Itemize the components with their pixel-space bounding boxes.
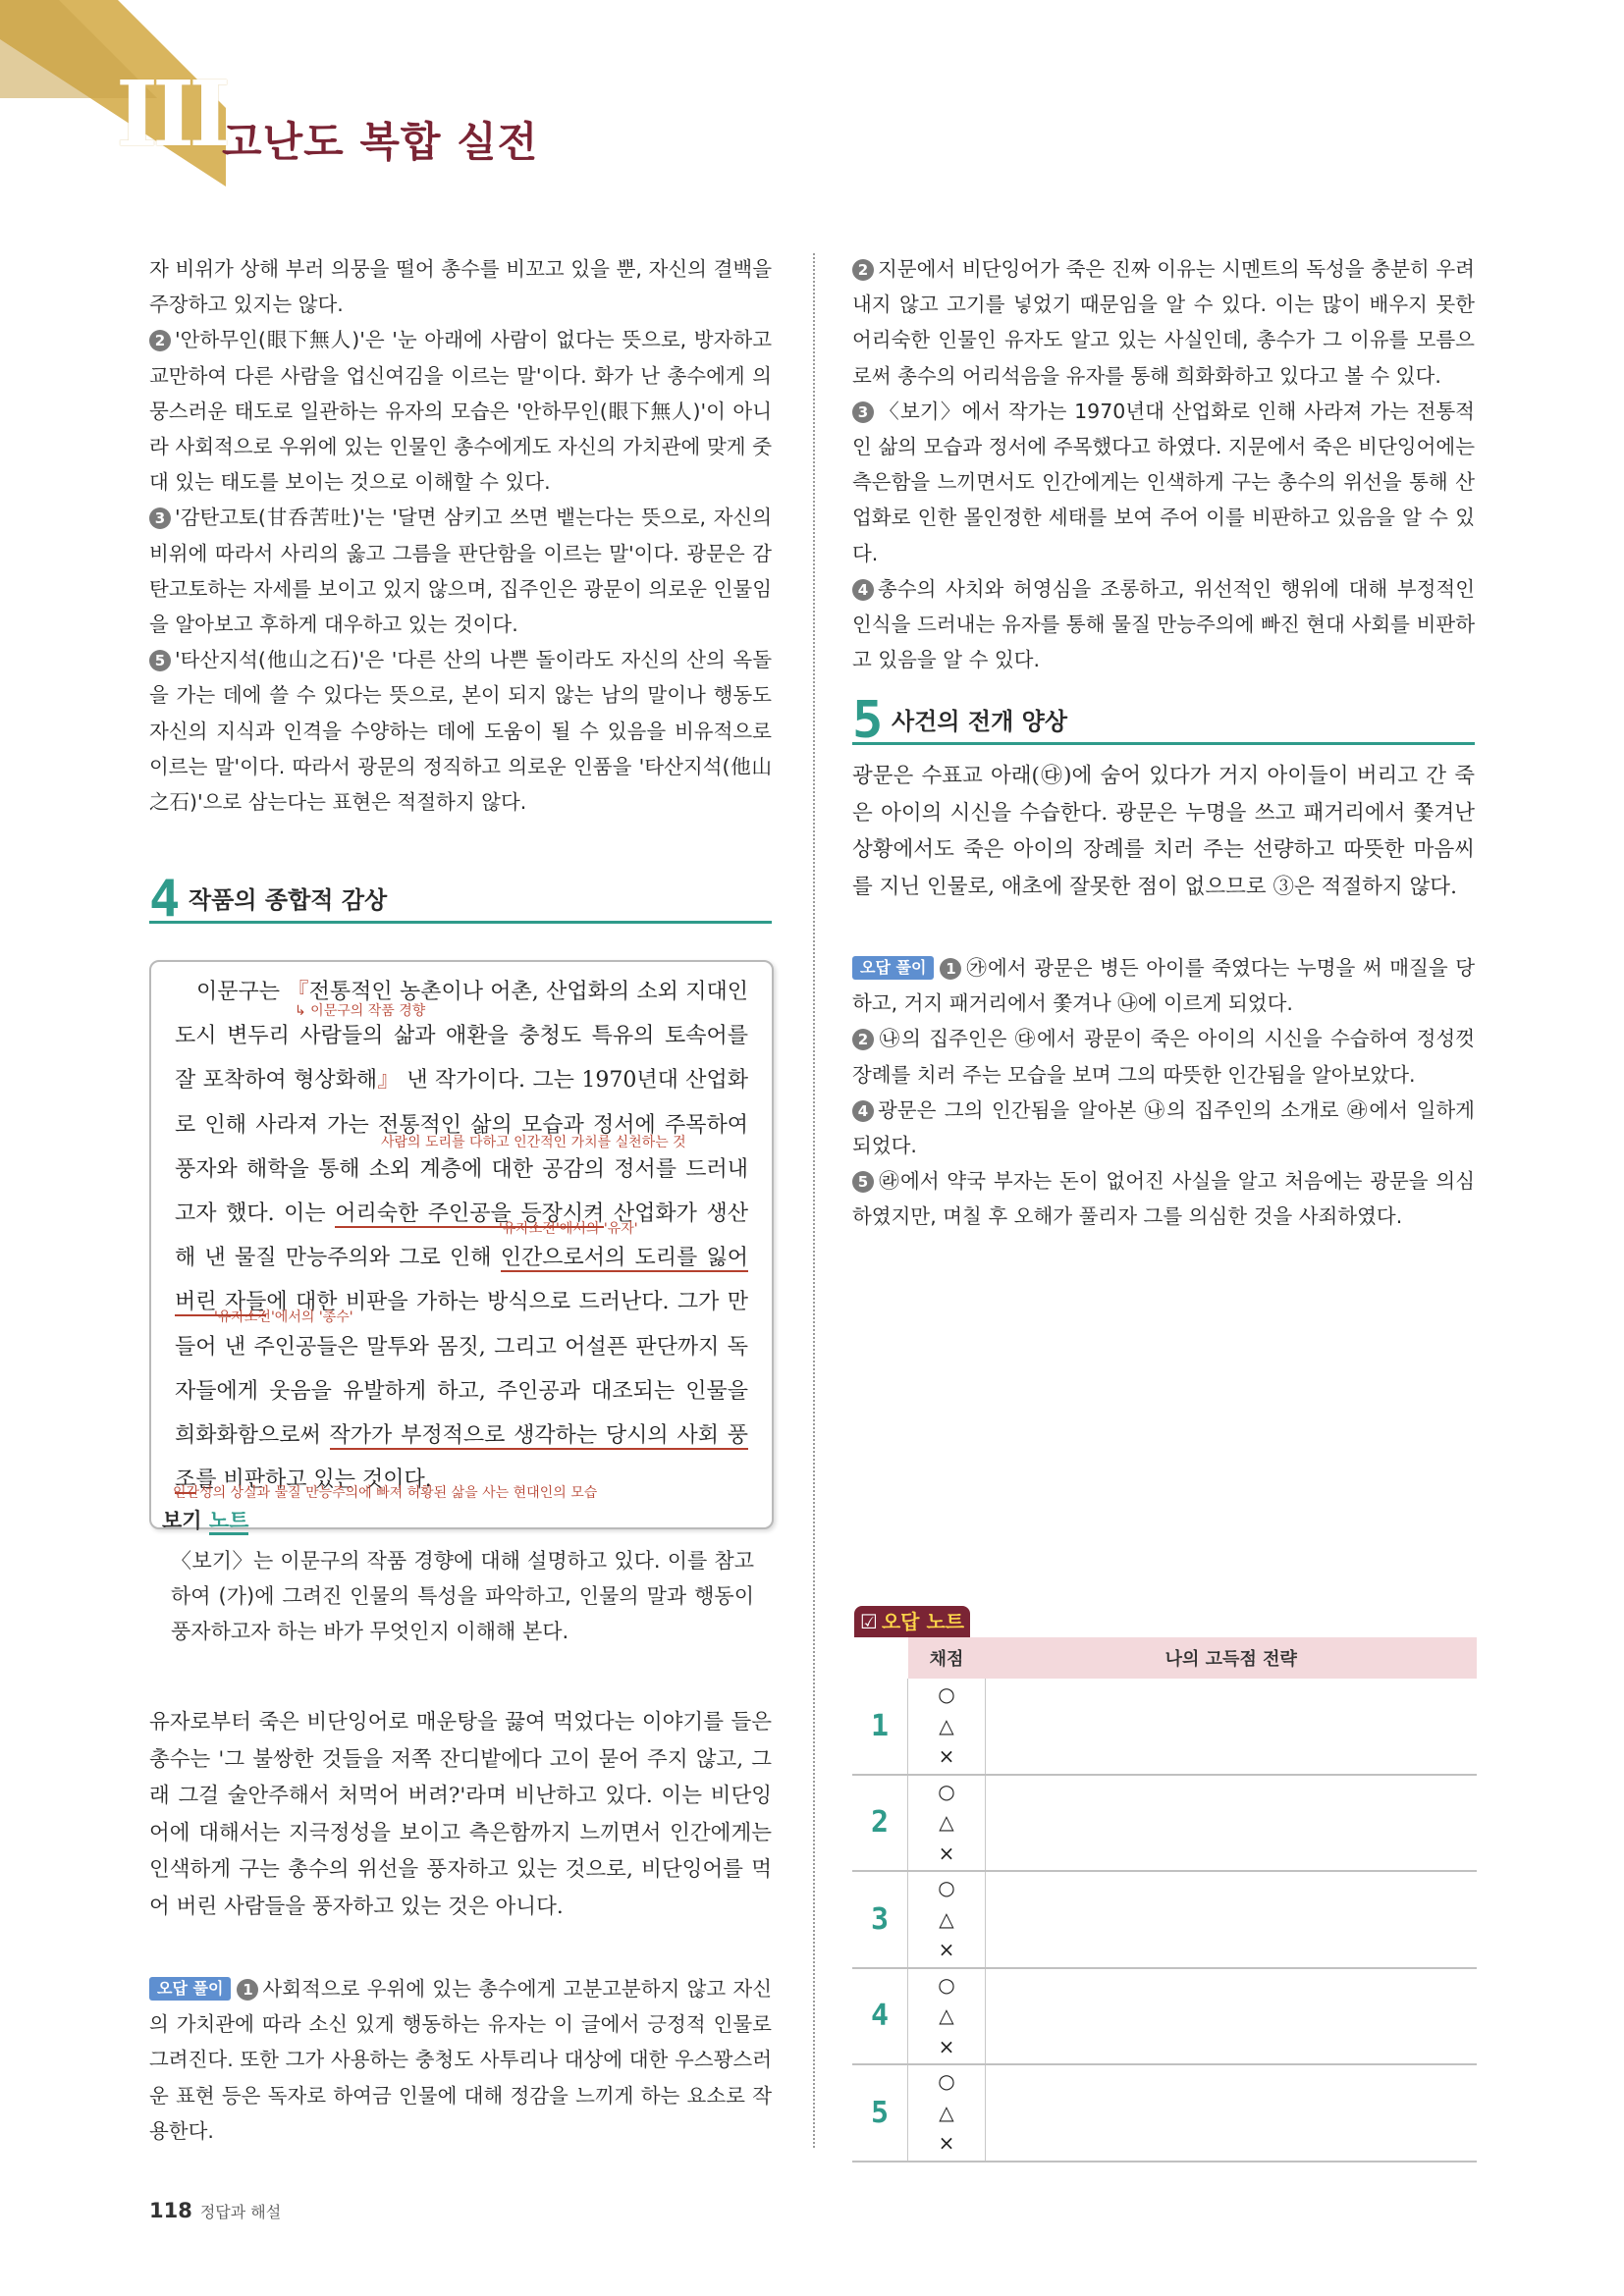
underlined-phrase: 작가가 부정적으로 생각하는 당시의 사회 풍조	[175, 1423, 748, 1493]
score-marks[interactable]	[908, 1775, 986, 1872]
note-head-accent: 노트	[209, 1509, 249, 1535]
circle-number: 2	[852, 1029, 874, 1050]
item-text: 사회적으로 우위에 있는 총수에게 고분고분하지 않고 자신의 가치관에 따라 소신 있게 행동하는 유자는 이 글에서 긍정적 인물로 그려진다. 또한 그가 사용하는 충청도 사투리나 대상에 대한 우스꽝스러운 표현 등은 독자로 하여금 인물에 대해 정감을 느끼게 하는 요소로 작용한다.	[149, 1977, 772, 2143]
annotation: ↳ 이문구의 작품 경향	[295, 1003, 426, 1019]
passage-span: 이문구는	[196, 980, 288, 1004]
check-icon: ☑	[859, 1610, 878, 1633]
strategy-cell[interactable]	[986, 2064, 1478, 2162]
chapter-title: 고난도 복합 실전	[222, 118, 539, 166]
circle-number: 4	[852, 579, 874, 601]
circle-number: 3	[149, 507, 171, 529]
score-marks[interactable]	[908, 1968, 986, 2065]
item-text: '타산지석(他山之石)'은 '다른 산의 나쁜 돌이라도 자신의 산의 옥돌을 가는 데에 쓸 수 있다는 뜻으로, 본이 되지 않는 남의 말이나 행동도 자신의 지식과 인격을 수양하는 데에 도움이 될 수 있음을 비유적으로 이르는 말'이다. 따라서 광문의 정직하고 의로운 인품을 '타산지석(他山之石)'으로 삼는다는 표현은 적절하지 않다.	[149, 648, 772, 815]
marks-text: ○ △ ×	[938, 1779, 955, 1865]
page-footer	[149, 2199, 281, 2222]
marks-text: ○ △ ×	[938, 1876, 955, 1961]
item-text: 광문은 그의 인간됨을 알아본 ㉯의 집주인의 소개로 ㉱에서 일하게 되었다.	[852, 1097, 1475, 1158]
table-row	[852, 1775, 1477, 1872]
question-number: 4	[852, 1968, 908, 2065]
underlined-phrase: 어리숙한 주인공을 등장시켜	[335, 1201, 605, 1227]
table-header-row	[852, 1637, 1477, 1679]
circle-number: 4	[852, 1100, 874, 1122]
score-header: 채점	[908, 1637, 986, 1679]
marks-text: ○ △ ×	[938, 2069, 955, 2155]
left-item-5	[149, 642, 772, 820]
item-text: ㉯의 집주인은 ㉰에서 광문이 죽은 아이의 시신을 수습하여 정성껏 장례를 치러 주는 모습을 보며 그의 따뜻한 인간됨을 알아보았다.	[852, 1027, 1475, 1087]
item-text: 총수의 사치와 허영심을 조롱하고, 위선적인 행위에 대해 부정적인 인식을 드러내는 유자를 통해 물질 만능주의에 빠진 현대 사회를 비판하고 있음을 알 수 있다.	[852, 576, 1475, 672]
section-number: 5	[852, 691, 884, 750]
circle-number: 5	[852, 1171, 874, 1193]
chapter-number: III	[116, 61, 226, 167]
passage-span: 전통적인 농촌이나 어촌, 산업화의 소외 지대인 도시 변두리 사람들의 삶과 애환을 충청도 특유의 토속어를 잘 포착하여 형상화해	[175, 980, 748, 1094]
score-marks[interactable]	[908, 2064, 986, 2162]
passage-span: 산업화가 생산해 낸 물질 만능주의와 그로 인해	[175, 1201, 748, 1271]
strategy-cell[interactable]	[986, 1775, 1478, 1872]
left-intro: 자 비위가 상해 부러 의뭉을 떨어 총수를 비꼬고 있을 뿐, 자신의 결백을 주장하고 있지는 않다.	[149, 257, 772, 317]
bracket-open: 『	[287, 980, 309, 1004]
table-row	[852, 1679, 1477, 1775]
left-explanations	[149, 251, 772, 820]
left-answer: 유자로부터 죽은 비단잉어로 매운탕을 끓여 먹었다는 이야기를 들은 총수는 '그 불쌍한 것들을 저쪽 잔디밭에다 고이 묻어 주지 않고, 그래 그걸 술안주해서 처먹어 버려?'라며 비난하고 있다. 이는 비단잉어에 대해서는 지극정성을 보이고 측은함까지 느끼면서 인간에게는 인색하게 구는 총수의 위선을 풍자하고 있는 것으로, 비단잉어를 먹어 버린 사람들을 풍자하고 있는 것은 아니다.	[149, 1710, 772, 1919]
wrong-note-table	[852, 1637, 1477, 2163]
left-item-2	[149, 322, 772, 500]
blank-header	[852, 1637, 908, 1679]
wrong-answer-badge: 오답 풀이	[149, 1977, 231, 2001]
circle-number: 3	[852, 401, 874, 423]
section-4-header	[149, 860, 772, 929]
page-number: 118	[149, 2199, 192, 2222]
score-marks[interactable]	[908, 1871, 986, 1968]
right-wrong-explanations	[852, 950, 1475, 1235]
column-divider	[813, 253, 815, 2148]
right-answer: 광문은 수표교 아래(㉰)에 숨어 있다가 거지 아이들이 버리고 간 죽은 아이의 시신을 수습한다. 광문은 누명을 쓰고 패거리에서 쫓겨난 상황에서도 죽은 아이의 장례를 치러 주는 선량하고 따뜻한 마음씨를 지닌 인물로, 애초에 잘못한 점이 없으므로 ③은 적절하지 않다.	[852, 764, 1475, 899]
strategy-header: 나의 고득점 전략	[986, 1637, 1478, 1679]
item-text: ㉮에서 광문은 병든 아이를 죽였다는 누명을 써 매질을 당하고, 거지 패거리에서 쫓겨나 ㉯에 이르게 되었다.	[852, 956, 1475, 1016]
right-item-4	[852, 571, 1475, 678]
strategy-cell[interactable]	[986, 1871, 1478, 1968]
circle-number: 2	[852, 259, 874, 281]
bogi-note-body: 〈보기〉는 이문구의 작품 경향에 대해 설명하고 있다. 이를 참고하여 (가)에 그려진 인물의 특성을 파악하고, 인물의 말과 행동이 풍자하고자 하는 바가 무엇인지 이해해 본다.	[171, 1549, 754, 1643]
section-title: 사건의 전개 양상	[892, 708, 1067, 735]
left-wrong-explanation	[149, 1971, 772, 2149]
question-number: 5	[852, 2064, 908, 2162]
item-text: 지문에서 비단잉어가 죽은 진짜 이유는 시멘트의 독성을 충분히 우려내지 않고 고기를 넣었기 때문임을 알 수 있다. 이는 많이 배우지 못한 어리숙한 인물인 유자도 알고 있는 사실인데, 총수가 그 이유를 모름으로써 총수의 어리석음을 유자를 통해 희화화하고 있다고 볼 수 있다.	[852, 257, 1475, 388]
bogi-note-heading	[162, 1505, 248, 1534]
strategy-cell[interactable]	[986, 1679, 1478, 1775]
section-title: 작품의 종합적 감상	[189, 886, 388, 914]
annotation: '유자소전'에서의 '총수'	[214, 1309, 353, 1325]
wrong-note-tab	[854, 1606, 970, 1637]
passage-span: 에 대한 비판을 가하는 방식으로 드러난다. 그가 만들어 낸 주인공들은 말투와 몸짓, 그리고 어설픈 판단까지 독자들에게 웃음을 유발하게 하고, 주인공과 대조되는 인물을 희화화함으로써	[175, 1290, 748, 1449]
question-number: 1	[852, 1679, 908, 1775]
marks-text: ○ △ ×	[938, 1972, 955, 2058]
strategy-cell[interactable]	[986, 1968, 1478, 2065]
annotation: 인간성의 상실과 물질 만능주의에 빠져 허황된 삶을 사는 현대인의 모습	[173, 1485, 598, 1501]
item-text: '안하무인(眼下無人)'은 '눈 아래에 사람이 없다는 뜻으로, 방자하고 교만하여 다른 사람을 업신여김을 이르는 말'이다. 화가 난 총수에게 의뭉스러운 태도로 일관하는 유자의 모습은 '안하무인(眼下無人)'이 아니라 사회적으로 우위에 있는 인물인 총수에게도 자신의 가치관에 맞게 줏대 있는 태도를 보이는 것으로 이해할 수 있다.	[149, 328, 772, 495]
passage-span: 를 비판하고 있는 것이다.	[195, 1468, 432, 1493]
right-item-2	[852, 251, 1475, 394]
circle-number: 5	[149, 650, 171, 671]
item-text: 〈보기〉에서 작가는 1970년대 산업화로 인해 사라져 가는 전통적인 삶의 모습과 정서에 주목했다고 하였다. 지문에서 죽은 비단잉어에는 측은함을 느끼면서도 인간에게는 인색하게 구는 총수의 위선을 통해 산업화로 인한 몰인정한 세태를 보여 주어 이를 비판하고 있음을 알 수 있다.	[852, 399, 1475, 565]
note-head-text: 보기	[162, 1509, 209, 1532]
table-row	[852, 1871, 1477, 1968]
annotation: 사람의 도리를 다하고 인간적인 가치를 실천하는 것	[381, 1135, 686, 1150]
left-item-3	[149, 500, 772, 642]
item-text: '감탄고토(甘呑苦吐)'는 '달면 삼키고 쓰면 뱉는다는 뜻으로, 자신의 비위에 따라서 사리의 옳고 그름을 판단함을 이르는 말'이다. 광문은 감탄고토하는 자세를 보이고 있지 않으며, 집주인은 광문이 의로운 인물임을 알아보고 후하게 대우하고 있는 것이다.	[149, 506, 772, 637]
annotation: '유자소전'에서의 '유자'	[499, 1221, 638, 1237]
passage-text	[175, 970, 748, 1502]
item-text: ㉱에서 약국 부자는 돈이 없어진 사실을 알고 처음에는 광문을 의심하였지만, 며칠 후 오해가 풀리자 그를 의심한 것을 사죄하였다.	[852, 1169, 1475, 1229]
question-number: 3	[852, 1871, 908, 1968]
question-number: 2	[852, 1775, 908, 1872]
circle-number: 1	[940, 958, 961, 980]
table-row	[852, 1968, 1477, 2065]
table-row	[852, 2064, 1477, 2162]
section-5-header	[852, 681, 1475, 750]
section-number: 4	[149, 870, 181, 929]
right-explanations	[852, 251, 1475, 677]
wrong-note-tab-label: 오답 노트	[881, 1610, 965, 1633]
wrong-answer-badge: 오답 풀이	[852, 956, 934, 980]
footer-label: 정답과 해설	[199, 2203, 282, 2221]
underlined-phrase: 인간으로서의 도리를 잃어버린 자들	[175, 1246, 748, 1315]
bracket-close: 』	[377, 1068, 400, 1094]
passage-span: 낸 작가이다. 그는 1970년대 산업화로 인해 사라져 가는 전통적인 삶의 모습과 정서에 주목하여 풍자와 해학을 통해 소외 계층에 대한 공감의 정서를 드러내고자 했다. 이는	[175, 1068, 748, 1227]
circle-number: 2	[149, 330, 171, 351]
circle-number: 1	[237, 1979, 258, 2001]
score-marks[interactable]	[908, 1679, 986, 1775]
marks-text: ○ △ ×	[938, 1682, 955, 1768]
right-item-3	[852, 394, 1475, 571]
